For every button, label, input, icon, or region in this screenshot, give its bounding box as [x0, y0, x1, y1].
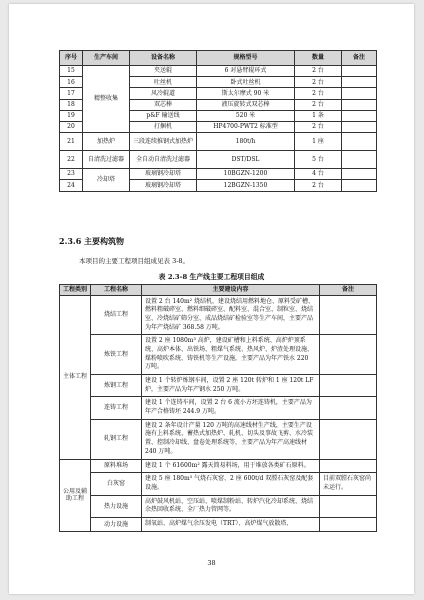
equipment-qty: 2 台: [295, 180, 342, 191]
equipment-note: [342, 180, 377, 191]
table-row: [60, 335, 377, 375]
equipment-note: [342, 169, 377, 180]
equipment-note: [342, 99, 377, 110]
project-content: 设置 2 座 1080m³ 高炉，建设矿槽和上料系统、高炉炉顶系统、高炉本体、出铁场、粗煤气系统、热风炉、炉渣处理设施、煤粉喷吹系统、铸铁机等生产设施，主要产品为年产铁水 220 万吨。: [142, 335, 320, 375]
equipment-qty: 2 台: [295, 121, 342, 132]
header-no: 序号: [60, 51, 83, 66]
equipment-qty: 2 台: [295, 77, 342, 88]
table-header-row: [60, 51, 377, 66]
equipment-spec: 10BGZN-1200: [197, 169, 295, 180]
equipment-spec: 12BGZN-1350: [197, 180, 295, 191]
project-name: 连铸工程: [91, 397, 142, 419]
table-row: [60, 419, 377, 459]
workshop-filter: 自清洗过滤器: [83, 151, 130, 169]
row-no: 22: [60, 151, 83, 169]
table-row: [60, 133, 377, 151]
workshop-heating: 加热炉: [83, 133, 130, 151]
equipment-qty: 4 台: [295, 169, 342, 180]
project-remark: 目前双膛石灰窑尚未运行。: [320, 473, 377, 495]
equipment-table: [59, 50, 377, 192]
equipment-note: [342, 77, 377, 88]
project-content: 建设 1 个转炉炼钢车间，设置 2 座 120t 转炉和 1 座 120t LF 炉，主要产品为年产钢水 250 万吨。: [142, 375, 320, 397]
row-no: 20: [60, 121, 83, 132]
project-remark: [320, 375, 377, 397]
equipment-spec: 6 对悬臂辊环式: [197, 66, 295, 77]
project-remark: [320, 335, 377, 375]
section-title: 2.3.6 主要构筑物: [59, 236, 125, 246]
equipment-spec: DST/DSL: [197, 151, 295, 169]
project-remark: [320, 517, 377, 531]
table-row: [60, 375, 377, 397]
category-aux: 公用及辅助工程: [60, 459, 91, 531]
equipment-name: 吐丝机: [130, 77, 197, 88]
project-name: 原料堆场: [91, 459, 142, 473]
equipment-qty: 5 台: [295, 151, 342, 169]
row-no: 24: [60, 180, 83, 191]
workshop-finishing: 精整收集: [83, 66, 130, 133]
project-content: 建设 5 座 180m³ 气烧石灰窑、2 座 600t/d 双膛石灰窑及配套设施。: [142, 473, 320, 495]
project-content: 建设 2 条年设计产量 120 万吨的高速线材生产线，主要生产设施有上料系统、蓄热式加热炉、轧机、切头及事故飞剪、水冷装置、控制冷却线、盘卷处理系统等，主要产品为年产高速线材 240 万吨。: [142, 419, 320, 459]
header-equipment: 设备名称: [130, 51, 197, 66]
project-remark: [320, 495, 377, 517]
project-content: 建设 1 个连铸车间，设置 2 台 6 流小方坯连铸机，主要产品为年产合格铸坯 244.9 万吨。: [142, 397, 320, 419]
equipment-note: [342, 110, 377, 121]
document-page: [9, 4, 414, 594]
equipment-name: 三段连续推钢式加热炉: [130, 133, 197, 151]
project-name: 烧结工程: [91, 295, 142, 335]
project-name: 炼钢工程: [91, 375, 142, 397]
header-category: 工程类别: [60, 285, 91, 296]
table-header-row: [60, 285, 377, 296]
project-name: 炼铁工程: [91, 335, 142, 375]
equipment-name: p&F 输送线: [130, 110, 197, 121]
equipment-name: 打捆机: [130, 121, 197, 132]
table-row: [60, 295, 377, 335]
project-content: 建设 1 个 61600m² 露天简易料场，用于堆放各类矿石原料。: [142, 459, 320, 473]
table-row: [60, 66, 377, 77]
table-caption: 表 2.3-8 生产线主要工程项目组成: [158, 273, 265, 281]
workshop-cooling: 冷却塔: [83, 169, 130, 191]
project-remark: [320, 397, 377, 419]
equipment-spec: 液压旋转式双芯棒: [197, 99, 295, 110]
row-no: 19: [60, 110, 83, 121]
header-content: 主要建设内容: [142, 285, 320, 296]
project-content: 设置 2 台 140m² 烧结机，建设烧结用燃料地仓、原料受矿槽、燃料粗破碎室、燃料细破碎室、配料室、混合室、制粒室、烧结室、冷烧结矿筛分室、成品烧结矿检验室等生产车间，主要产品为年产烧结矿 368.58 万吨。: [142, 295, 320, 335]
table-row: [60, 495, 377, 517]
equipment-spec: 180t/h: [197, 133, 295, 151]
row-no: 21: [60, 133, 83, 151]
project-content: 高炉鼓风机站、空压站、喷煤制粉站、转炉汽化冷却系统、烧结余热回收系统、全厂热力管网等。: [142, 495, 320, 517]
project-composition-table: [59, 284, 377, 532]
project-name: 动力设施: [91, 517, 142, 531]
row-no: 23: [60, 169, 83, 180]
project-remark: [320, 295, 377, 335]
equipment-name: 玻璃钢冷却塔: [130, 180, 197, 191]
equipment-name: 风冷辊道: [130, 88, 197, 99]
project-content: 制氧站、高炉煤气余压发电（TRT）、高炉煤气放散塔、: [142, 517, 320, 531]
equipment-spec: 520 米: [197, 110, 295, 121]
equipment-spec: 斯太尔摩式 90 米: [197, 88, 295, 99]
row-no: 18: [60, 99, 83, 110]
header-remark: 备注: [320, 285, 377, 296]
equipment-qty: 2 台: [295, 99, 342, 110]
equipment-qty: 1 条: [295, 110, 342, 121]
body-paragraph: 本项目的主要工程项目组成见表 3-8。: [79, 257, 190, 265]
equipment-spec: HP4700-PWT2 标准型: [197, 121, 295, 132]
header-workshop: 生产车间: [83, 51, 130, 66]
equipment-note: [342, 121, 377, 132]
header-spec: 规格型号: [197, 51, 295, 66]
equipment-note: [342, 133, 377, 151]
table-row: [60, 397, 377, 419]
table-row: [60, 169, 377, 180]
equipment-name: 玻璃钢冷却塔: [130, 169, 197, 180]
header-qty: 数量: [295, 51, 342, 66]
equipment-note: [342, 88, 377, 99]
table-row: [60, 473, 377, 495]
page-number: 38: [207, 559, 216, 567]
header-note: 备注: [342, 51, 377, 66]
table-row: [60, 151, 377, 169]
table-row: [60, 459, 377, 473]
equipment-note: [342, 66, 377, 77]
equipment-note: [342, 151, 377, 169]
equipment-name: 双芯棒: [130, 99, 197, 110]
row-no: 17: [60, 88, 83, 99]
header-project: 工程名称: [91, 285, 142, 296]
project-remark: [320, 459, 377, 473]
equipment-name: 全自动自清洗过滤器: [130, 151, 197, 169]
row-no: 16: [60, 77, 83, 88]
equipment-qty: 2 台: [295, 66, 342, 77]
project-name: 热力设施: [91, 495, 142, 517]
table-row: [60, 517, 377, 531]
equipment-spec: 卧式吐丝机: [197, 77, 295, 88]
category-main: 主体工程: [60, 295, 91, 459]
equipment-qty: 2 台: [295, 88, 342, 99]
row-no: 15: [60, 66, 83, 77]
project-remark: [320, 419, 377, 459]
project-name: 轧钢工程: [91, 419, 142, 459]
equipment-name: 夹送辊: [130, 66, 197, 77]
equipment-qty: 1 座: [295, 133, 342, 151]
project-name: 白灰窑: [91, 473, 142, 495]
